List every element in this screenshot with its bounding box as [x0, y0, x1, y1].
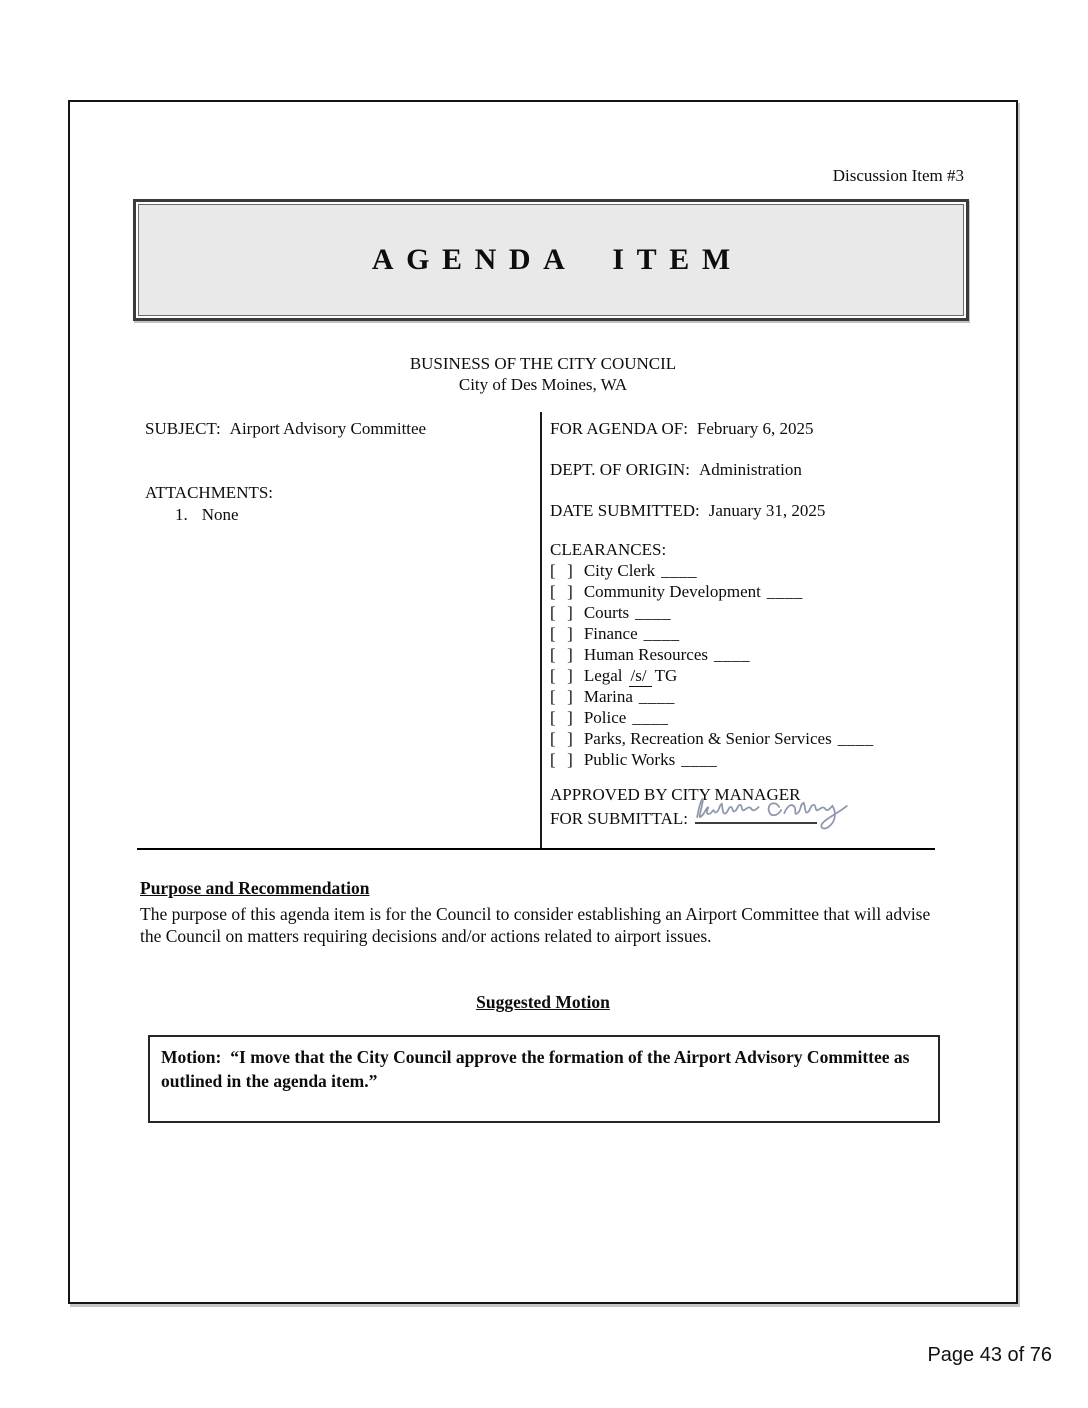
signature-blank: ____: [661, 561, 698, 580]
signature-blank: ____: [643, 624, 680, 643]
purpose-heading: Purpose and Recommendation: [140, 878, 370, 898]
attachment-text: None: [201, 505, 239, 524]
agenda-of-value: February 6, 2025: [696, 419, 814, 438]
motion-label: Motion:: [161, 1047, 222, 1067]
clearance-label: Marina: [583, 687, 633, 706]
purpose-section: [140, 878, 940, 947]
agenda-item-banner: [133, 199, 969, 321]
origin-row: [550, 460, 935, 480]
discussion-item-label: Discussion Item #3: [832, 166, 964, 185]
council-line-1: BUSINESS OF THE CITY COUNCIL: [409, 354, 677, 373]
clearance-row-marina: [550, 686, 935, 707]
council-line-2: City of Des Moines, WA: [458, 375, 628, 394]
info-table-right-column: [542, 412, 935, 848]
signature-blank: ____: [714, 645, 750, 664]
agenda-item-banner-inner: [138, 204, 964, 316]
signature-blank: ____: [632, 708, 669, 727]
agenda-of-row: [550, 419, 935, 439]
city-manager-signature: [695, 806, 817, 824]
clearances-label: CLEARANCES:: [550, 540, 667, 559]
info-table: [137, 412, 935, 850]
page-border-frame: [68, 100, 1018, 1304]
clearance-row-human-resources: [550, 644, 935, 665]
submittal-label: FOR SUBMITTAL:: [550, 809, 688, 828]
clearance-row-community-development: [550, 581, 935, 602]
clearance-row-city-clerk: [550, 560, 935, 581]
checkbox-icon: [ ]: [550, 687, 574, 706]
agenda-of-label: FOR AGENDA OF:: [550, 419, 688, 438]
clearance-label: Police: [583, 708, 627, 727]
signature-blank: ____: [837, 729, 874, 748]
signature-blank: ____: [766, 582, 803, 601]
attachment-number: 1.: [175, 505, 188, 524]
submitted-label: DATE SUBMITTED:: [550, 501, 700, 520]
submittal-line: [550, 806, 935, 830]
legal-s-mark: /s/: [629, 666, 652, 687]
info-table-left-column: [137, 412, 542, 848]
subject-row: [145, 419, 530, 439]
clearance-label: Community Development: [583, 582, 761, 601]
checkbox-icon: [ ]: [550, 603, 574, 622]
signature-blank: ____: [681, 750, 718, 769]
subject-label: SUBJECT:: [145, 419, 221, 438]
submitted-value: January 31, 2025: [708, 501, 826, 520]
clearance-row-public-works: [550, 749, 935, 770]
clearance-row-legal: [550, 665, 935, 686]
motion-box: [148, 1035, 940, 1123]
checkbox-icon: [ ]: [550, 645, 574, 664]
clearance-label: Legal: [583, 666, 623, 685]
signature-scribble-icon: [691, 786, 855, 832]
checkbox-icon: [ ]: [550, 582, 574, 601]
origin-label: DEPT. OF ORIGIN:: [550, 460, 690, 479]
clearance-label: Public Works: [583, 750, 676, 769]
approved-line-1: APPROVED BY CITY MANAGER: [550, 785, 801, 804]
origin-value: Administration: [698, 460, 802, 479]
approval-block: [550, 783, 935, 830]
clearance-label: Courts: [583, 603, 630, 622]
clearance-row-parks: [550, 728, 935, 749]
clearance-label: Parks, Recreation & Senior Services: [583, 729, 832, 748]
suggested-motion-heading: Suggested Motion: [476, 992, 610, 1012]
motion-text: “I move that the City Council approve the formation of the Airport Advisory Committee as outlined in the agenda item.”: [161, 1047, 910, 1091]
clearance-label: Human Resources: [583, 645, 708, 664]
clearance-row-courts: [550, 602, 935, 623]
clearance-label: City Clerk: [583, 561, 656, 580]
banner-title: AGENDA ITEM: [371, 243, 743, 276]
signature-blank: ____: [635, 603, 672, 622]
checkbox-icon: [ ]: [550, 708, 574, 727]
council-heading: [70, 353, 1016, 395]
clearance-label: Finance: [583, 624, 638, 643]
page-number: Page 43 of 76: [927, 1344, 1052, 1366]
legal-signoff: [629, 666, 678, 685]
checkbox-icon: [ ]: [550, 624, 574, 643]
attachment-item: [145, 505, 530, 525]
clearance-row-police: [550, 707, 935, 728]
attachments-label: ATTACHMENTS:: [145, 483, 274, 502]
purpose-body: The purpose of this agenda item is for the Council to consider establishing an Airport Committee that will advise the Council on matters requiring decisions and/or actions related to airport issues.: [140, 904, 931, 946]
submitted-row: [550, 501, 935, 521]
subject-value: Airport Advisory Committee: [229, 419, 427, 438]
checkbox-icon: [ ]: [550, 750, 574, 769]
legal-initials: TG: [654, 666, 678, 685]
checkbox-icon: [ ]: [550, 666, 574, 685]
checkbox-icon: [ ]: [550, 561, 574, 580]
clearance-row-finance: [550, 623, 935, 644]
signature-blank: ____: [638, 687, 675, 706]
checkbox-icon: [ ]: [550, 729, 574, 748]
